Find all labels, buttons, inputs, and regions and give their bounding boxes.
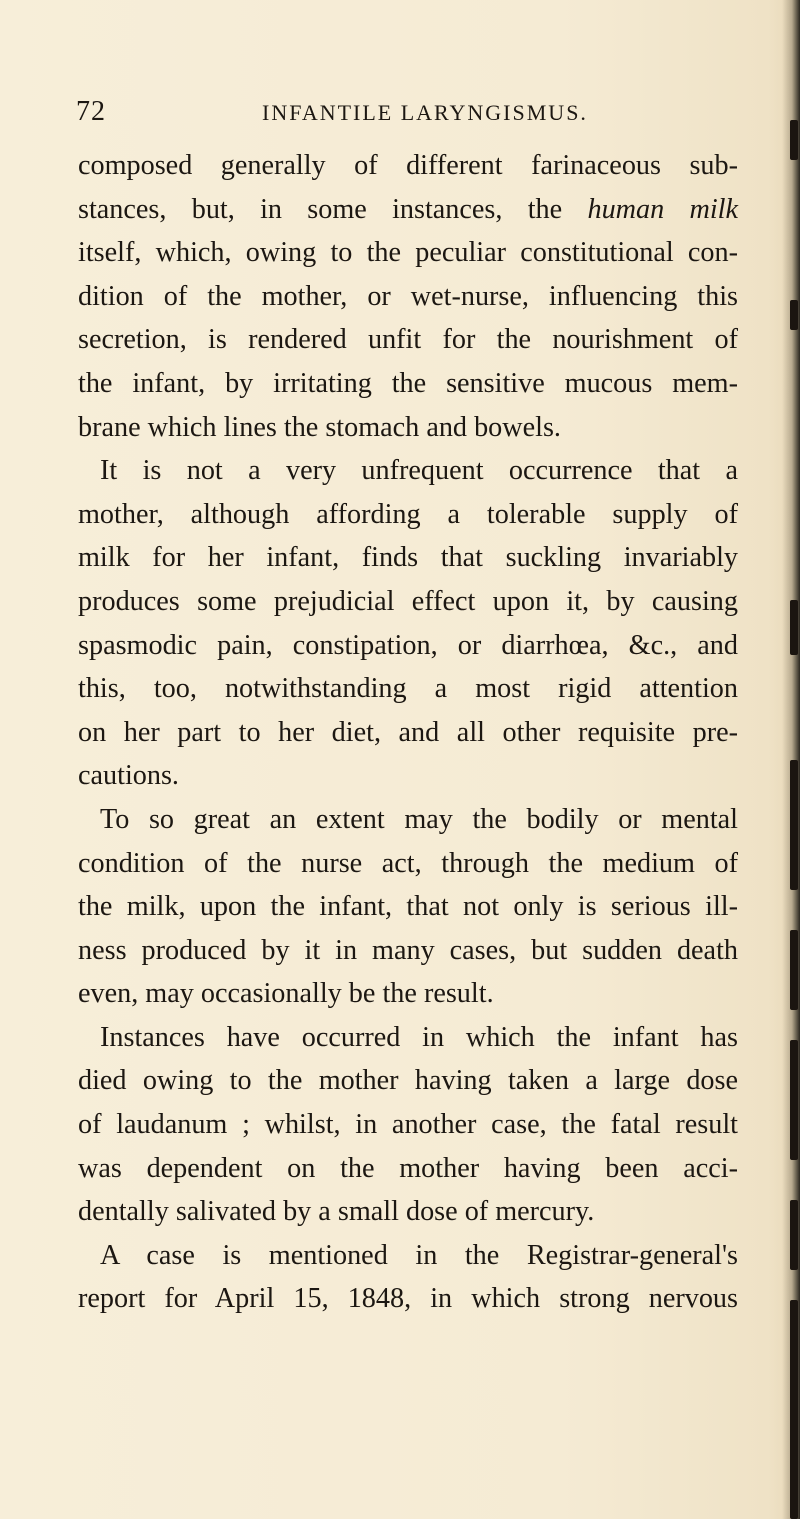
text-line: brane which lines the stomach and bowels.	[78, 411, 561, 443]
text-line	[78, 188, 738, 232]
body-text	[78, 144, 738, 1321]
page-edge-shadow	[782, 0, 800, 1519]
text-line: To so great an extent may the bodily or mental	[100, 803, 738, 835]
edge-mark	[790, 600, 798, 655]
text-line: the infant, by irritating the sensitive mucous mem-	[78, 367, 738, 399]
text-line: was dependent on the mother having been acci-	[78, 1152, 738, 1184]
text-line: dition of the mother, or wet-nurse, influencing this	[78, 280, 738, 312]
running-title: INFANTILE LARYNGISMUS.	[262, 100, 588, 125]
text-line: cautions.	[78, 760, 179, 792]
text-line: ness produced by it in many cases, but sudden death	[78, 934, 738, 966]
edge-mark	[790, 120, 798, 160]
text-line: on her part to her diet, and all other requisite pre-	[78, 716, 738, 748]
edge-mark	[790, 760, 798, 890]
text-line: secretion, is rendered unfit for the nourishment of	[78, 324, 738, 356]
page-header	[76, 96, 736, 136]
text-line: dentally salivated by a small dose of mercury.	[78, 1196, 595, 1228]
edge-mark	[790, 1300, 798, 1519]
text-line: mother, although affording a tolerable supply of	[78, 498, 738, 530]
text-line: A case is mentioned in the Registrar-general's	[100, 1239, 738, 1271]
text-line: condition of the nurse act, through the medium of	[78, 847, 738, 879]
edge-mark	[790, 1200, 798, 1270]
text-line: Instances have occurred in which the infant has	[100, 1021, 738, 1053]
text-line: composed generally of different farinaceous sub-	[78, 150, 738, 181]
edge-mark	[790, 930, 798, 1010]
text-line: It is not a very unfrequent occurrence that a	[100, 455, 738, 487]
text-line: produces some prejudicial effect upon it, by causing	[78, 585, 738, 617]
text-line: the milk, upon the infant, that not only is serious ill-	[78, 891, 738, 923]
edge-mark	[790, 1040, 798, 1160]
text-line: report for April 15, 1848, in which strong nervous	[78, 1283, 738, 1315]
text-line: even, may occasionally be the result.	[78, 978, 494, 1010]
text-line: itself, which, owing to the peculiar constitutional con-	[78, 237, 738, 269]
text-line: milk for her infant, finds that suckling invariably	[78, 542, 738, 574]
text-segment: stances, but, in some instances, the	[78, 193, 563, 225]
text-line: died owing to the mother having taken a large dose	[78, 1065, 738, 1097]
italic-phrase: human milk	[587, 193, 739, 225]
page-number: 72	[76, 96, 106, 127]
edge-mark	[790, 300, 798, 330]
text-line: spasmodic pain, constipation, or diarrhœa, &c., and	[78, 629, 738, 661]
text-line: of laudanum ; whilst, in another case, the fatal result	[78, 1109, 738, 1141]
text-line: this, too, notwithstanding a most rigid attention	[78, 673, 738, 705]
